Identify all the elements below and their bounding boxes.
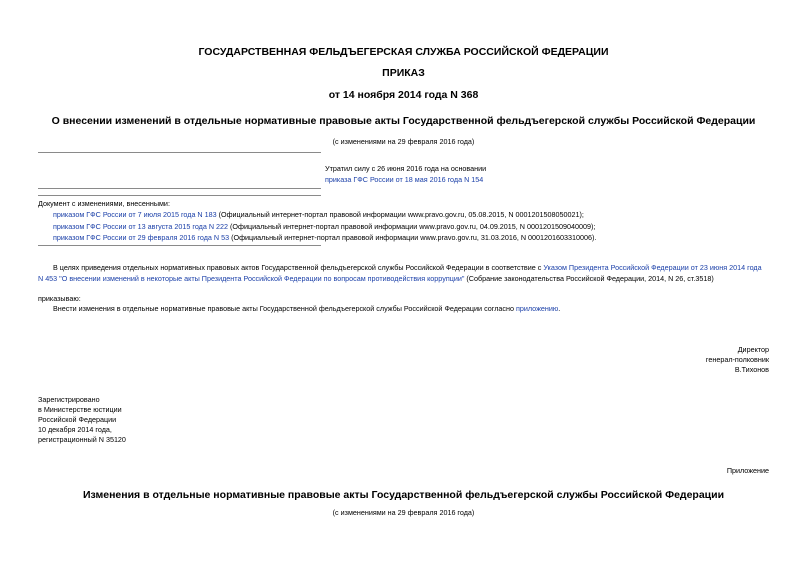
amendment-link[interactable]: приказом ГФС России от 29 февраля 2016 года N 53 (53, 233, 230, 242)
intro-source: (Собрание законодательства Российской Федерации, 2014, N 26, ст.3518) (464, 274, 714, 283)
instruction-paragraph: Внести изменения в отдельные нормативные правовые акты Государственной фельдъегерской службы Российской Федерации согласно приложению. (53, 304, 561, 313)
signature-rank: генерал-полковник (705, 355, 769, 364)
edition-note: (с изменениями на 29 февраля 2016 года) (332, 137, 475, 146)
order-word: приказываю: (38, 294, 81, 303)
agency-name: ГОСУДАРСТВЕННАЯ ФЕЛЬДЪЕГЕРСКАЯ СЛУЖБА РОССИЙСКОЙ ФЕДЕРАЦИИ (198, 46, 609, 58)
document-type: ПРИКАЗ (382, 67, 425, 79)
divider (38, 152, 321, 153)
intro-text: В целях приведения отдельных нормативных правовых актов Государственной фельдъегерской службы Российской Федерации в соответствие с (53, 263, 544, 272)
document-date-number: от 14 ноября 2014 года N 368 (328, 89, 479, 101)
registration-line: регистрационный N 35120 (38, 435, 126, 444)
registration-line: 10 декабря 2014 года, (38, 425, 112, 434)
appendix-label: Приложение (726, 466, 769, 475)
registration-line: Российской Федерации (38, 415, 117, 424)
divider (38, 188, 321, 189)
amendment-link[interactable]: приказом ГФС России от 7 июля 2015 года N 183 (53, 210, 217, 219)
amendment-link[interactable]: приказом ГФС России от 13 августа 2015 года N 222 (53, 222, 229, 231)
amendment-source: (Официальный интернет-портал правовой информации www.pravo.gov.ru, 05.08.2015, N 0001201508050021); (216, 210, 584, 219)
divider (38, 195, 321, 196)
amendments-heading: Документ с изменениями, внесенными: (38, 199, 170, 208)
registration-line: в Министерстве юстиции (38, 405, 122, 414)
signature-name: В.Тихонов (734, 365, 769, 374)
amendment-source: (Официальный интернет-портал правовой информации www.pravo.gov.ru, 04.09.2015, N 0001201509040009); (228, 222, 596, 231)
decree-link[interactable]: Указом Президента Российской Федерации от 23 июня 2014 года (543, 263, 762, 272)
intro-paragraph-line1 (53, 263, 762, 273)
instruction-text: Внести изменения в отдельные нормативные правовые акты Государственной фельдъегерской службы Российской Федерации согласно (53, 304, 516, 313)
registration-line: Зарегистрировано (38, 395, 100, 404)
signature-position: Директор (737, 345, 769, 354)
decree-link-continued[interactable]: N 453 "О внесении изменений в некоторые акты Президента Российской Федерации по вопросам противодействия коррупции" (38, 274, 465, 283)
amendment-item (53, 233, 596, 243)
divider (38, 245, 321, 246)
appendix-link[interactable]: приложению (515, 304, 559, 313)
lost-force-link[interactable]: приказа ГФС России от 18 мая 2016 года N 154 (325, 175, 484, 184)
amendment-item (53, 210, 584, 220)
amendment-item (53, 222, 595, 232)
amendment-source: (Официальный интернет-портал правовой информации www.pravo.gov.ru, 31.03.2016, N 0001201603310006). (229, 233, 597, 242)
appendix-edition-note: (с изменениями на 29 февраля 2016 года) (332, 508, 475, 517)
intro-paragraph-line2 (38, 274, 714, 284)
lost-force-text: Утратил силу с 26 июня 2016 года на основании (325, 164, 487, 173)
document-title: О внесении изменений в отдельные нормативные правовые акты Государственной фельдъегерской службы Российской Федерации (51, 115, 756, 127)
appendix-title: Изменения в отдельные нормативные правовые акты Государственной фельдъегерской службы Российской Федерации (82, 489, 725, 501)
